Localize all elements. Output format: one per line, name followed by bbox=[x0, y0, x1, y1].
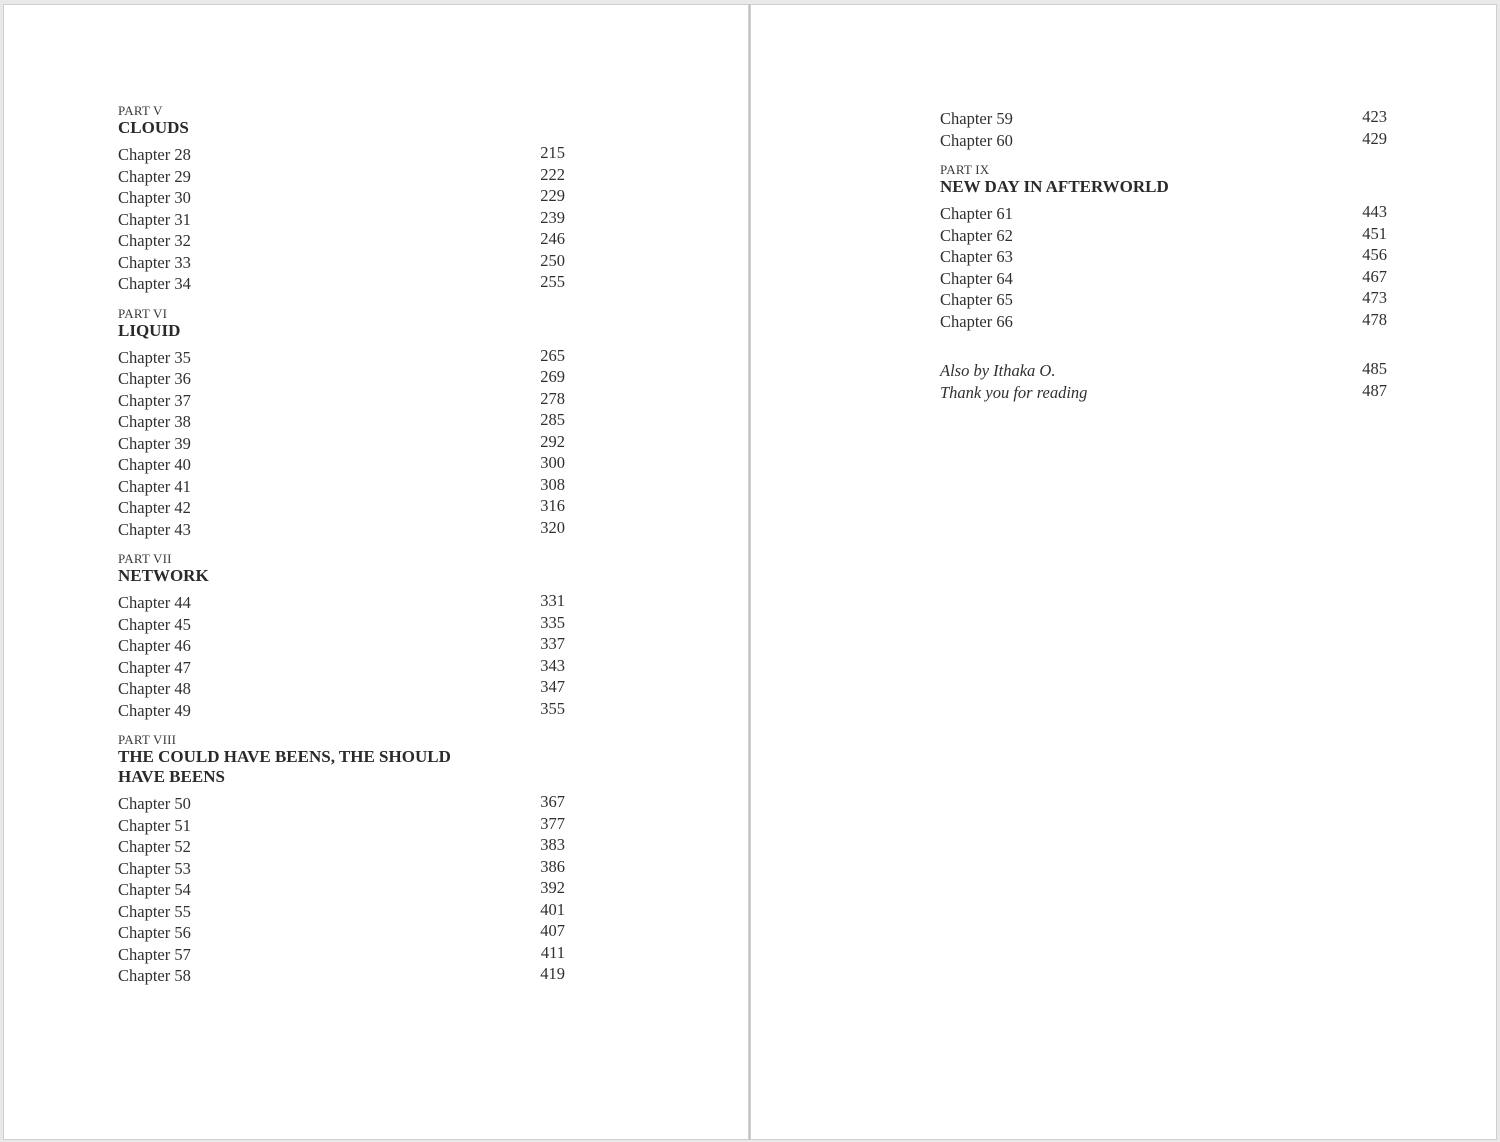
toc-entry-label: Chapter 53 bbox=[118, 858, 191, 878]
toc-entry[interactable] bbox=[118, 432, 565, 454]
toc-entry-label: Chapter 48 bbox=[118, 679, 191, 698]
toc-entry-label: Chapter 60 bbox=[940, 130, 1013, 150]
toc-entry-page-number: 285 bbox=[540, 410, 565, 429]
toc-entry[interactable] bbox=[118, 792, 565, 814]
toc-entry[interactable] bbox=[940, 381, 1387, 403]
part-title: NETWORK bbox=[118, 566, 209, 585]
toc-entry[interactable] bbox=[940, 202, 1387, 224]
part-number-label: PART VI bbox=[118, 305, 168, 321]
toc-entry[interactable] bbox=[940, 107, 1387, 129]
toc-entry-page-number: 343 bbox=[540, 655, 565, 675]
toc-entry[interactable] bbox=[940, 245, 1387, 267]
toc-entry-page-number: 331 bbox=[540, 591, 565, 610]
toc-entry-page-number: 355 bbox=[540, 698, 565, 718]
toc-entry-page-number: 386 bbox=[540, 856, 565, 876]
part-title: LIQUID bbox=[118, 320, 181, 340]
toc-entry-label: Chapter 35 bbox=[118, 347, 191, 367]
toc-entry-page-number: 473 bbox=[1362, 288, 1387, 307]
toc-entry[interactable] bbox=[118, 346, 565, 368]
toc-entry-label: Also by Ithaka O. bbox=[940, 361, 1056, 380]
toc-entry-page-number: 407 bbox=[540, 921, 565, 940]
toc-entry-label: Thank you for reading bbox=[940, 382, 1088, 402]
part-number-label: PART IX bbox=[940, 162, 990, 177]
toc-entry-page-number: 456 bbox=[1362, 245, 1387, 264]
toc-entry-label: Chapter 62 bbox=[940, 225, 1013, 245]
toc-entry[interactable] bbox=[118, 634, 565, 656]
toc-entry-label: Chapter 49 bbox=[118, 700, 191, 720]
toc-entry-label: Chapter 51 bbox=[118, 815, 191, 835]
toc-part-section bbox=[940, 162, 1387, 331]
toc-entry-label: Chapter 57 bbox=[118, 944, 191, 964]
toc-entry-label: Chapter 59 bbox=[940, 109, 1013, 128]
toc-right-column bbox=[940, 107, 1387, 402]
toc-entry[interactable] bbox=[118, 943, 565, 965]
toc-entry[interactable] bbox=[940, 359, 1387, 381]
toc-entry[interactable] bbox=[118, 677, 565, 699]
toc-entry-label: Chapter 41 bbox=[118, 476, 191, 496]
toc-entry[interactable] bbox=[118, 921, 565, 943]
toc-entry[interactable] bbox=[118, 518, 565, 540]
toc-entry-page-number: 292 bbox=[540, 431, 565, 451]
toc-entry-label: Chapter 66 bbox=[940, 311, 1013, 331]
toc-entry[interactable] bbox=[118, 389, 565, 411]
toc-entry-page-number: 347 bbox=[540, 677, 565, 696]
toc-entry[interactable] bbox=[118, 143, 565, 165]
toc-entry-label: Chapter 47 bbox=[118, 657, 191, 677]
toc-entry-page-number: 423 bbox=[1362, 107, 1387, 126]
part-number-label: PART V bbox=[118, 103, 163, 118]
toc-entry-label: Chapter 65 bbox=[940, 290, 1013, 309]
toc-entry-page-number: 337 bbox=[540, 634, 565, 653]
toc-part-section bbox=[118, 103, 565, 294]
toc-entry-page-number: 278 bbox=[540, 388, 565, 408]
part-title: NEW DAY IN AFTERWORLD bbox=[940, 177, 1169, 196]
toc-part-section bbox=[118, 551, 565, 720]
toc-entry-label: Chapter 32 bbox=[118, 231, 191, 250]
toc-entry[interactable] bbox=[118, 835, 565, 857]
toc-entry-label: Chapter 31 bbox=[118, 209, 191, 229]
part-number-label: PART VIII bbox=[118, 732, 177, 747]
toc-entry-label: Chapter 29 bbox=[118, 166, 191, 186]
toc-entry-label: Chapter 61 bbox=[940, 204, 1013, 223]
toc-entry-page-number: 239 bbox=[540, 207, 565, 227]
left-page bbox=[3, 4, 749, 1140]
toc-entry-page-number: 229 bbox=[540, 186, 565, 205]
toc-entry[interactable] bbox=[940, 288, 1387, 310]
toc-entry-label: Chapter 43 bbox=[118, 519, 191, 539]
toc-entry-page-number: 320 bbox=[540, 517, 565, 537]
toc-entry[interactable] bbox=[118, 591, 565, 613]
toc-entry-label: Chapter 39 bbox=[118, 433, 191, 453]
toc-entry-page-number: 485 bbox=[1362, 359, 1387, 378]
toc-entry-label: Chapter 42 bbox=[118, 498, 191, 517]
toc-entry[interactable] bbox=[118, 964, 565, 986]
toc-entry-page-number: 419 bbox=[540, 964, 565, 983]
toc-entry-page-number: 246 bbox=[540, 229, 565, 248]
toc-entry[interactable] bbox=[118, 453, 565, 475]
toc-entry-label: Chapter 63 bbox=[940, 247, 1013, 266]
toc-entry-label: Chapter 40 bbox=[118, 455, 191, 474]
toc-entry-page-number: 367 bbox=[540, 792, 565, 811]
toc-entry[interactable] bbox=[940, 310, 1387, 332]
toc-entry[interactable] bbox=[118, 410, 565, 432]
toc-entry-page-number: 255 bbox=[540, 272, 565, 291]
toc-entry-page-number: 222 bbox=[540, 164, 565, 184]
toc-entry[interactable] bbox=[940, 224, 1387, 246]
toc-entry[interactable] bbox=[940, 129, 1387, 151]
toc-entry-label: Chapter 30 bbox=[118, 188, 191, 207]
toc-entry-page-number: 377 bbox=[540, 813, 565, 833]
part-title: CLOUDS bbox=[118, 118, 189, 137]
toc-entry-label: Chapter 34 bbox=[118, 274, 191, 293]
toc-entry-label: Chapter 38 bbox=[118, 412, 191, 431]
toc-entry-page-number: 250 bbox=[540, 250, 565, 270]
toc-entry[interactable] bbox=[118, 814, 565, 836]
toc-entry-page-number: 467 bbox=[1362, 266, 1387, 286]
book-spread bbox=[3, 4, 1497, 1140]
toc-entry[interactable] bbox=[118, 165, 565, 187]
toc-entry-label: Chapter 28 bbox=[118, 145, 191, 164]
toc-entry[interactable] bbox=[118, 186, 565, 208]
toc-entry-page-number: 383 bbox=[540, 835, 565, 854]
toc-entry-page-number: 478 bbox=[1362, 309, 1387, 329]
toc-entry-label: Chapter 52 bbox=[118, 837, 191, 856]
toc-entry-page-number: 392 bbox=[540, 878, 565, 897]
toc-entry-page-number: 300 bbox=[540, 453, 565, 472]
toc-entry-page-number: 487 bbox=[1362, 380, 1387, 400]
toc-entry[interactable] bbox=[118, 367, 565, 389]
toc-entry[interactable] bbox=[118, 900, 565, 922]
toc-entry[interactable] bbox=[118, 251, 565, 273]
toc-entry-label: Chapter 55 bbox=[118, 901, 191, 921]
toc-entry[interactable] bbox=[118, 613, 565, 635]
toc-entry-label: Chapter 46 bbox=[118, 636, 191, 655]
toc-entry[interactable] bbox=[118, 496, 565, 518]
toc-entry-page-number: 411 bbox=[540, 942, 565, 962]
toc-entry[interactable] bbox=[118, 229, 565, 251]
toc-left-column bbox=[118, 103, 565, 998]
toc-back-matter bbox=[940, 359, 1387, 402]
toc-entry-label: Chapter 36 bbox=[118, 369, 191, 388]
toc-entry[interactable] bbox=[118, 699, 565, 721]
toc-part-section bbox=[118, 306, 565, 540]
toc-entry-label: Chapter 64 bbox=[940, 268, 1013, 288]
toc-entry-label: Chapter 54 bbox=[118, 880, 191, 899]
toc-entry-page-number: 451 bbox=[1362, 223, 1387, 243]
toc-continued-section bbox=[940, 107, 1387, 150]
toc-entry[interactable] bbox=[940, 267, 1387, 289]
right-page bbox=[750, 4, 1497, 1140]
toc-entry-page-number: 316 bbox=[540, 496, 565, 515]
part-title: THE COULD HAVE BEENS, THE SHOULD HAVE BEENS bbox=[118, 747, 451, 786]
toc-entry-page-number: 429 bbox=[1362, 128, 1387, 148]
toc-entry[interactable] bbox=[118, 208, 565, 230]
toc-entry-label: Chapter 44 bbox=[118, 593, 191, 612]
toc-entry-page-number: 335 bbox=[540, 612, 565, 632]
toc-entry-page-number: 308 bbox=[540, 474, 565, 494]
toc-entry-label: Chapter 45 bbox=[118, 614, 191, 634]
toc-entry-page-number: 401 bbox=[540, 899, 565, 919]
toc-entry[interactable] bbox=[118, 878, 565, 900]
toc-entry-page-number: 443 bbox=[1362, 202, 1387, 221]
toc-entry-label: Chapter 50 bbox=[118, 794, 191, 813]
toc-part-section bbox=[118, 732, 565, 986]
toc-entry-label: Chapter 33 bbox=[118, 252, 191, 272]
toc-entry-label: Chapter 37 bbox=[118, 390, 191, 410]
toc-entry[interactable] bbox=[118, 475, 565, 497]
toc-entry[interactable] bbox=[118, 656, 565, 678]
toc-entry-label: Chapter 58 bbox=[118, 966, 191, 985]
toc-entry-page-number: 265 bbox=[540, 345, 565, 365]
toc-entry-page-number: 269 bbox=[540, 367, 565, 386]
toc-entry-page-number: 215 bbox=[540, 143, 565, 162]
toc-entry[interactable] bbox=[118, 857, 565, 879]
toc-entry-label: Chapter 56 bbox=[118, 923, 191, 942]
part-number-label: PART VII bbox=[118, 551, 172, 566]
toc-entry[interactable] bbox=[118, 272, 565, 294]
